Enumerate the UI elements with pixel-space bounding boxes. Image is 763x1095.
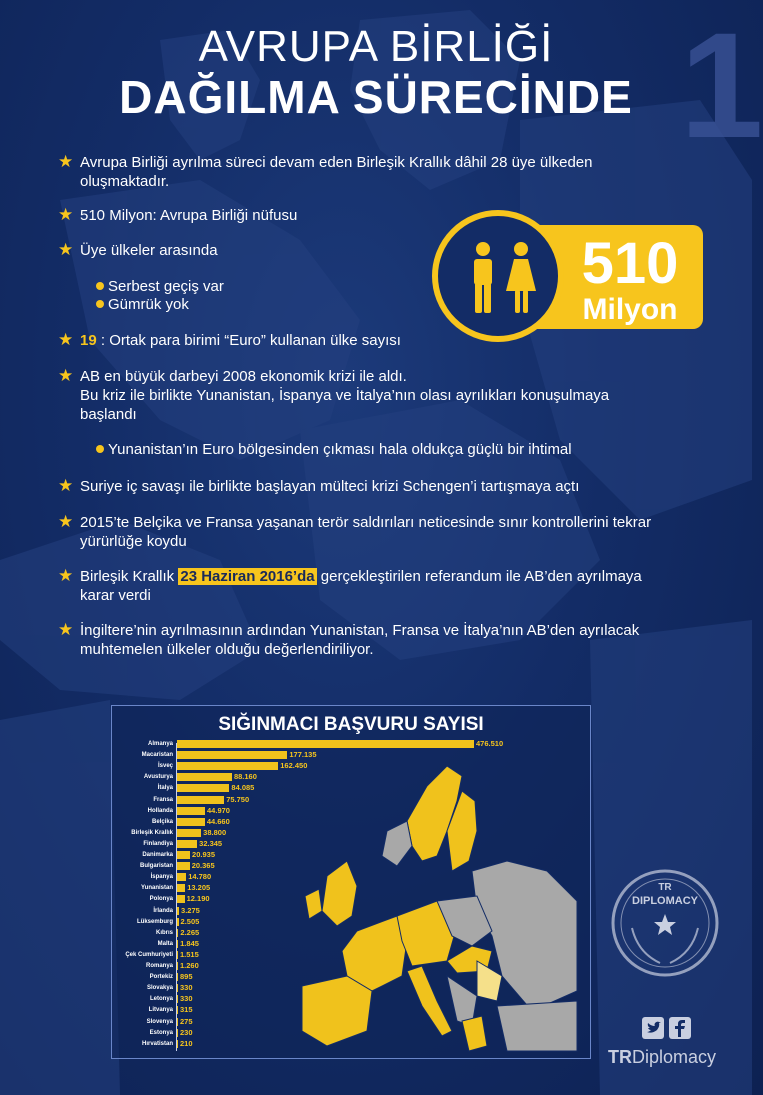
star-icon: ★ — [58, 512, 74, 531]
chart-category-label: Kıbrıs — [155, 929, 173, 936]
dot-icon — [96, 300, 104, 308]
chart-bar — [177, 918, 179, 926]
bullet-text-pre: Birleşik Krallık — [80, 568, 179, 585]
star-icon: ★ — [58, 152, 74, 171]
chart-category-label: Bulgaristan — [139, 863, 173, 870]
dot-icon — [96, 282, 104, 290]
brand-name — [608, 1047, 716, 1068]
trdiplomacy-emblem — [610, 868, 720, 978]
chart-bar — [177, 840, 197, 848]
chart-bar — [177, 751, 287, 759]
bullet-text: Suriye iç savaşı ile birlikte başlayan mülteci krizi Schengen’i tartışmaya açtı — [80, 478, 580, 495]
social-icons — [642, 1017, 692, 1043]
bullet-text: 510 Milyon: Avrupa Birliği nüfusu — [80, 207, 298, 224]
bullet-text: karar verdi — [80, 587, 151, 604]
chart-value-label: 1.845 — [180, 938, 199, 948]
chart-bar — [177, 862, 190, 870]
brand-name-rest: Diplomacy — [632, 1047, 717, 1067]
chart-title: SIĞINMACI BAŞVURU SAYISI — [218, 714, 484, 735]
chart-category-label: Polonya — [149, 896, 173, 903]
bullet-text: İngiltere’nin ayrılmasının ardından Yunanistan, Fransa ve İtalya’nın AB’den ayrılacak — [80, 622, 640, 639]
chart-value-label: 20.935 — [192, 850, 215, 859]
bullet-text: başlandı — [80, 406, 137, 423]
bullet-text: Üye ülkeler arasında — [80, 242, 218, 259]
chart-bar — [177, 829, 201, 837]
sub-bullet-free-movement — [96, 277, 224, 296]
star-icon — [654, 914, 676, 935]
emblem-main-text: DIPLOMACY — [632, 895, 698, 907]
chart-category-label: Finlandiya — [143, 840, 173, 847]
date-highlight: 23 Haziran 2016’da — [180, 568, 315, 585]
chart-value-label: 895 — [180, 972, 193, 982]
chart-bar — [177, 773, 232, 781]
chart-bar — [177, 740, 474, 748]
population-unit: Milyon — [582, 293, 678, 326]
chart-bar — [177, 907, 179, 915]
bullet-text: Bu kriz ile birlikte Yunanistan, İspanya ve İtalya’nın olası ayrılıkları konuşulmaya — [80, 387, 610, 404]
star-icon: ★ — [58, 566, 74, 585]
chart-category-label: İtalya — [157, 785, 173, 792]
facebook-icon[interactable] — [669, 1017, 691, 1039]
star-icon: ★ — [58, 205, 74, 224]
chart-bar — [177, 784, 229, 792]
chart-bar — [177, 951, 178, 959]
emblem-top-text: TR — [658, 882, 672, 893]
chart-value-label: 315 — [180, 1005, 193, 1015]
chart-category-label: Litvanya — [148, 1007, 173, 1014]
chart-category-label: İspanya — [150, 874, 173, 881]
star-icon: ★ — [58, 620, 74, 639]
chart-category-label: Fransa — [153, 796, 173, 803]
chart-value-label: 275 — [180, 1016, 193, 1026]
sub-bullet-greece — [96, 440, 572, 459]
star-icon: ★ — [58, 240, 74, 259]
chart-value-label: 32.345 — [199, 838, 223, 848]
chart-value-label: 44.970 — [207, 805, 230, 815]
chart-value-label: 2.505 — [180, 916, 200, 926]
chart-value-label: 3.275 — [181, 905, 200, 915]
bullet-text: AB en büyük darbeyi 2008 ekonomik krizi ile aldı. — [80, 368, 407, 385]
sub-bullet-customs — [96, 295, 189, 314]
chart-value-label: 177.135 — [289, 750, 317, 760]
chart-category-label: Estonya — [149, 1029, 173, 1036]
chart-bar — [177, 851, 190, 859]
chart-bar — [177, 873, 186, 881]
twitter-icon[interactable] — [642, 1017, 664, 1039]
title-line-1: AVRUPA BİRLİĞİ — [198, 22, 554, 71]
bullet-text-post: gerçekleştirilen referandum ile AB’den ayrılmaya — [316, 568, 642, 585]
highlight-number: 19 — [80, 332, 97, 349]
chart-bar — [177, 818, 205, 826]
chart-value-label: 12.190 — [186, 894, 210, 904]
chart-category-label: Belçika — [151, 818, 173, 825]
chart-category-label: Slovakya — [146, 985, 173, 992]
chart-category-label: Letonya — [149, 996, 173, 1003]
chart-value-label: 75.750 — [226, 794, 250, 804]
title-line-2: DAĞILMA SÜRECİNDE — [119, 71, 633, 123]
chart-bar — [177, 884, 185, 892]
sub-bullet-text: Serbest geçiş var — [108, 278, 224, 295]
chart-category-label: Çek Cumhuriyeti — [125, 951, 173, 958]
population-badge — [435, 213, 703, 339]
chart-bar — [177, 807, 205, 815]
star-icon: ★ — [58, 476, 74, 495]
chart-value-label: 230 — [180, 1027, 193, 1037]
chart-bar — [177, 1006, 178, 1014]
chart-bar — [177, 962, 178, 970]
bullet-text: muhtemelen ülkeler olduğu değerlendiriliyor. — [80, 641, 374, 658]
chart-category-label: Romanya — [145, 963, 173, 969]
sub-bullet-text: Gümrük yok — [108, 296, 189, 313]
chart-value-label: 13.205 — [187, 883, 211, 893]
bullet-text: yürürlüğe koydu — [80, 533, 187, 550]
star-icon: ★ — [58, 330, 74, 349]
bullet-text-rest: : Ortak para birimi “Euro” kullanan ülke sayısı — [96, 332, 401, 349]
chart-bar — [177, 995, 178, 1003]
bullet-text — [80, 567, 730, 586]
chart-bar — [177, 929, 178, 937]
chart-bar — [177, 1040, 178, 1048]
chart-value-label: 38.800 — [203, 827, 227, 837]
chart-bar — [177, 762, 278, 770]
chart-value-label: 14.780 — [188, 872, 212, 882]
chart-bar — [177, 984, 178, 992]
chart-bar — [177, 895, 185, 903]
chart-category-label: Birleşik Krallık — [131, 829, 173, 836]
chart-value-label: 330 — [180, 994, 193, 1004]
chart-bar — [177, 1018, 178, 1026]
chart-category-label: Yunanistan — [140, 885, 173, 892]
dot-icon — [96, 445, 104, 453]
star-icon: ★ — [58, 366, 74, 385]
chart-bar — [177, 1029, 178, 1037]
chart-value-label: 210 — [180, 1038, 193, 1048]
chart-value-label: 1.515 — [180, 949, 199, 959]
chart-value-label: 1.260 — [180, 961, 199, 970]
bullet-text: oluşmaktadır. — [80, 173, 170, 190]
chart-value-label: 84.085 — [231, 783, 255, 793]
chart-category-label: Portekiz — [149, 974, 173, 981]
bullet-text: Avrupa Birliği ayrılma süreci devam eden Birleşik Krallık dâhil 28 üye ülkeden — [80, 154, 593, 171]
chart-category-label: İrlanda — [153, 907, 173, 914]
chart-value-label: 330 — [180, 983, 193, 993]
chart-bar — [177, 796, 224, 804]
chart-bar — [177, 940, 178, 948]
chart-category-label: Lüksemburg — [136, 918, 173, 925]
chart-category-label: Macaristan — [141, 752, 173, 759]
chart-value-label: 20.365 — [191, 861, 215, 871]
chart-value-label: 162.450 — [280, 761, 308, 771]
chart-category-label: İsveç — [157, 763, 173, 770]
chart-category-label: Hırvatistan — [141, 1040, 173, 1047]
europe-asylum-map — [297, 761, 577, 1056]
chart-value-label: 44.660 — [206, 816, 230, 826]
chart-category-label: Almanya — [147, 741, 173, 747]
chart-category-label: Slovenya — [146, 1018, 173, 1025]
population-number: 510 — [581, 231, 679, 296]
chart-category-label: Avusturya — [143, 774, 173, 781]
chart-category-label: Malta — [157, 940, 173, 947]
chart-value-label: 476.510 — [476, 739, 504, 748]
chart-value-label: 2.265 — [180, 927, 200, 937]
chart-value-label: 88.160 — [233, 772, 257, 782]
page-number: 1 — [680, 1, 763, 169]
sub-bullet-text: Yunanistan’ın Euro bölgesinden çıkması hala oldukça güçlü bir ihtimal — [108, 441, 572, 458]
chart-category-label: Hollanda — [147, 807, 173, 814]
chart-bar — [177, 973, 178, 981]
brand-name-bold: TR — [608, 1047, 632, 1067]
chart-category-label: Danimarka — [142, 852, 173, 858]
bullet-text: 2015’te Belçika ve Fransa yaşanan terör saldırıları neticesinde sınır kontrollerini tekrar — [80, 514, 652, 531]
